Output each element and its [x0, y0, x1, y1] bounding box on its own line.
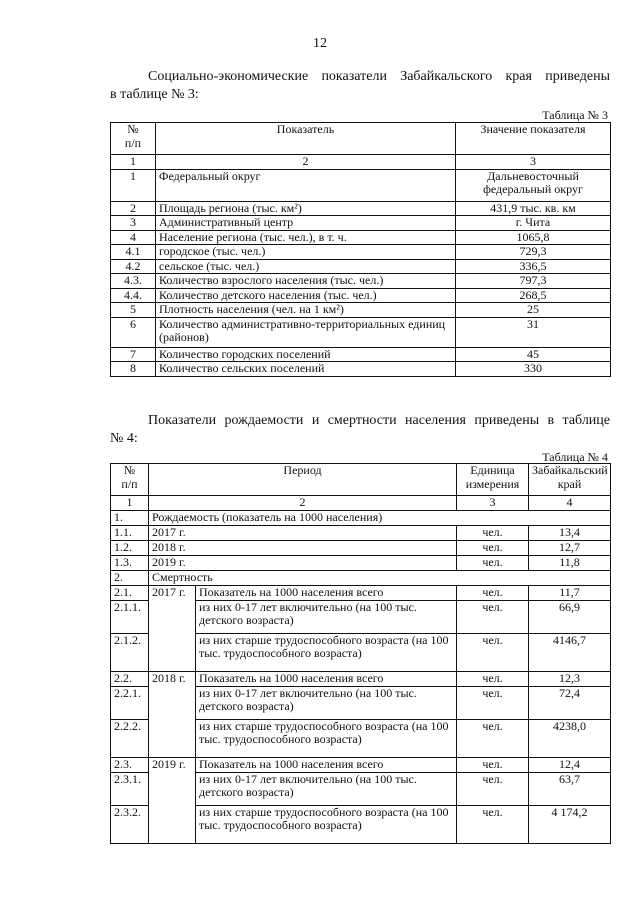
table-row [111, 259, 611, 274]
table3-colnum-row [111, 155, 611, 170]
row-label: 2017 г. [149, 525, 457, 540]
row-number: 6 [111, 317, 156, 347]
section-label: Рождаемость (показатель на 1000 населения) [149, 510, 611, 525]
table4-colnum: 2 [149, 496, 457, 511]
row-label: Показатель на 1000 населения всего [196, 757, 457, 772]
row-value: 25 [456, 303, 611, 318]
table4-header-row [111, 464, 611, 496]
row-label: Федеральный округ [156, 169, 456, 201]
row-unit: чел. [457, 555, 529, 570]
year-label: 2019 г. [149, 757, 196, 843]
row-number: 2.2. [111, 671, 149, 686]
row-value: 797,3 [456, 274, 611, 289]
table-row [111, 216, 611, 231]
intro3-line1: Социально-экономические показатели Забайкальского края приведены [148, 69, 610, 84]
row-number: 2.1.1. [111, 600, 149, 633]
table-row [111, 671, 611, 686]
row-label: из них старше трудоспособного возраста (на 100 тыс. трудоспособного возраста) [196, 719, 457, 757]
section-number: 1. [111, 510, 149, 525]
row-unit: чел. [457, 805, 529, 843]
table-3 [110, 122, 611, 377]
table3-colnum: 1 [111, 155, 156, 170]
intro3-line2: в таблице № 3: [110, 87, 199, 102]
table-row [111, 585, 611, 600]
year-label: 2017 г. [149, 585, 196, 671]
row-value: 268,5 [456, 288, 611, 303]
row-number: 4 [111, 230, 156, 245]
page-number: 12 [313, 36, 327, 51]
table-row [111, 540, 611, 555]
row-value: 11,7 [529, 585, 611, 600]
table4-colnum: 4 [529, 496, 611, 511]
row-label: 2018 г. [149, 540, 457, 555]
row-label: Административный центр [156, 216, 456, 231]
row-number: 4.3. [111, 274, 156, 289]
row-number: 4.4. [111, 288, 156, 303]
table-row [111, 169, 611, 201]
table4-header-num: № п/п [111, 464, 149, 496]
row-number: 2.3. [111, 757, 149, 772]
row-value: г. Чита [456, 216, 611, 231]
row-value: 12,3 [529, 671, 611, 686]
row-value: 330 [456, 362, 611, 377]
row-value: 31 [456, 317, 611, 347]
row-label: Плотность населения (чел. на 1 км²) [156, 303, 456, 318]
row-label: из них старше трудоспособного возраста (на 100 тыс. трудоспособного возраста) [196, 633, 457, 671]
row-unit: чел. [457, 757, 529, 772]
row-label: городское (тыс. чел.) [156, 245, 456, 260]
row-label: сельское (тыс. чел.) [156, 259, 456, 274]
table-row [111, 347, 611, 362]
row-number: 2.2.2. [111, 719, 149, 757]
row-label: Показатель на 1000 населения всего [196, 671, 457, 686]
intro-paragraph-table3 [110, 68, 610, 104]
row-number: 2.1.2. [111, 633, 149, 671]
row-label: Количество городских поселений [156, 347, 456, 362]
row-number: 4.2 [111, 259, 156, 274]
row-number: 7 [111, 347, 156, 362]
section-number: 2. [111, 570, 149, 585]
row-unit: чел. [457, 719, 529, 757]
row-label: Площадь региона (тыс. км²) [156, 201, 456, 216]
table-row [111, 288, 611, 303]
row-label: 2019 г. [149, 555, 457, 570]
table3-colnum: 2 [156, 155, 456, 170]
row-unit: чел. [457, 585, 529, 600]
row-unit: чел. [457, 686, 529, 719]
table-row [111, 230, 611, 245]
row-value: 336,5 [456, 259, 611, 274]
row-value: 729,3 [456, 245, 611, 260]
table4-caption: Таблица № 4 [542, 450, 608, 464]
row-number: 1 [111, 169, 156, 201]
table-row [111, 274, 611, 289]
table3-header-value: Значение показателя [456, 123, 611, 155]
row-number: 2.2.1. [111, 686, 149, 719]
row-label: Количество взрослого населения (тыс. чел.) [156, 274, 456, 289]
table-row [111, 303, 611, 318]
row-number: 2.3.2. [111, 805, 149, 843]
row-number: 5 [111, 303, 156, 318]
intro-paragraph-table4 [110, 412, 610, 448]
row-number: 2.1. [111, 585, 149, 600]
row-value: 431,9 тыс. кв. км [456, 201, 611, 216]
section-row-death [111, 570, 611, 585]
table4-header-region: Забайкальский край [529, 464, 611, 496]
row-value: 45 [456, 347, 611, 362]
intro4-line1: Показатели рождаемости и смертности населения приведены в таблице [148, 413, 610, 428]
row-label: из них 0-17 лет включительно (на 100 тыс. детского возраста) [196, 600, 457, 633]
row-number: 4.1 [111, 245, 156, 260]
row-value: 1065,8 [456, 230, 611, 245]
section-label: Смертность [149, 570, 611, 585]
row-value: 12,7 [529, 540, 611, 555]
row-unit: чел. [457, 772, 529, 805]
year-label: 2018 г. [149, 671, 196, 757]
table4-colnum: 1 [111, 496, 149, 511]
row-number: 1.2. [111, 540, 149, 555]
row-number: 1.3. [111, 555, 149, 570]
row-value: 72,4 [529, 686, 611, 719]
table-row [111, 757, 611, 772]
row-value: 63,7 [529, 772, 611, 805]
row-number: 1.1. [111, 525, 149, 540]
row-number: 8 [111, 362, 156, 377]
row-unit: чел. [457, 540, 529, 555]
row-value: 4238,0 [529, 719, 611, 757]
table4-colnum: 3 [457, 496, 529, 511]
row-value: 4 174,2 [529, 805, 611, 843]
row-label: Количество сельских поселений [156, 362, 456, 377]
table-row [111, 362, 611, 377]
row-number: 3 [111, 216, 156, 231]
row-unit: чел. [457, 600, 529, 633]
row-label: из них 0-17 лет включительно (на 100 тыс. детского возраста) [196, 686, 457, 719]
table4-header-period: Период [149, 464, 457, 496]
table-row [111, 201, 611, 216]
row-number: 2 [111, 201, 156, 216]
row-label: Количество детского населения (тыс. чел.) [156, 288, 456, 303]
row-label: из них 0-17 лет включительно (на 100 тыс. детского возраста) [196, 772, 457, 805]
row-value: 13,4 [529, 525, 611, 540]
section-row-birth [111, 510, 611, 525]
table3-header-row [111, 123, 611, 155]
row-unit: чел. [457, 633, 529, 671]
row-label: из них старше трудоспособного возраста (на 100 тыс. трудоспособного возраста) [196, 805, 457, 843]
table-row [111, 525, 611, 540]
table3-header-num: № п/п [111, 123, 156, 155]
table4-colnum-row [111, 496, 611, 511]
row-label: Население региона (тыс. чел.), в т. ч. [156, 230, 456, 245]
table4-header-unit: Единица измерения [457, 464, 529, 496]
row-value: Дальневосточный федеральный округ [456, 169, 611, 201]
row-label: Количество административно-территориальных единиц (районов) [156, 317, 456, 347]
table3-caption: Таблица № 3 [542, 108, 608, 122]
row-value: 11,8 [529, 555, 611, 570]
table-row [111, 317, 611, 347]
row-value: 4146,7 [529, 633, 611, 671]
row-unit: чел. [457, 525, 529, 540]
table3-colnum: 3 [456, 155, 611, 170]
table-row [111, 245, 611, 260]
row-value: 12,4 [529, 757, 611, 772]
row-label: Показатель на 1000 населения всего [196, 585, 457, 600]
table3-header-indicator: Показатель [156, 123, 456, 155]
table-row [111, 555, 611, 570]
intro4-line2: № 4: [110, 431, 138, 446]
table-4 [110, 463, 611, 844]
row-number: 2.3.1. [111, 772, 149, 805]
row-unit: чел. [457, 671, 529, 686]
row-value: 66,9 [529, 600, 611, 633]
